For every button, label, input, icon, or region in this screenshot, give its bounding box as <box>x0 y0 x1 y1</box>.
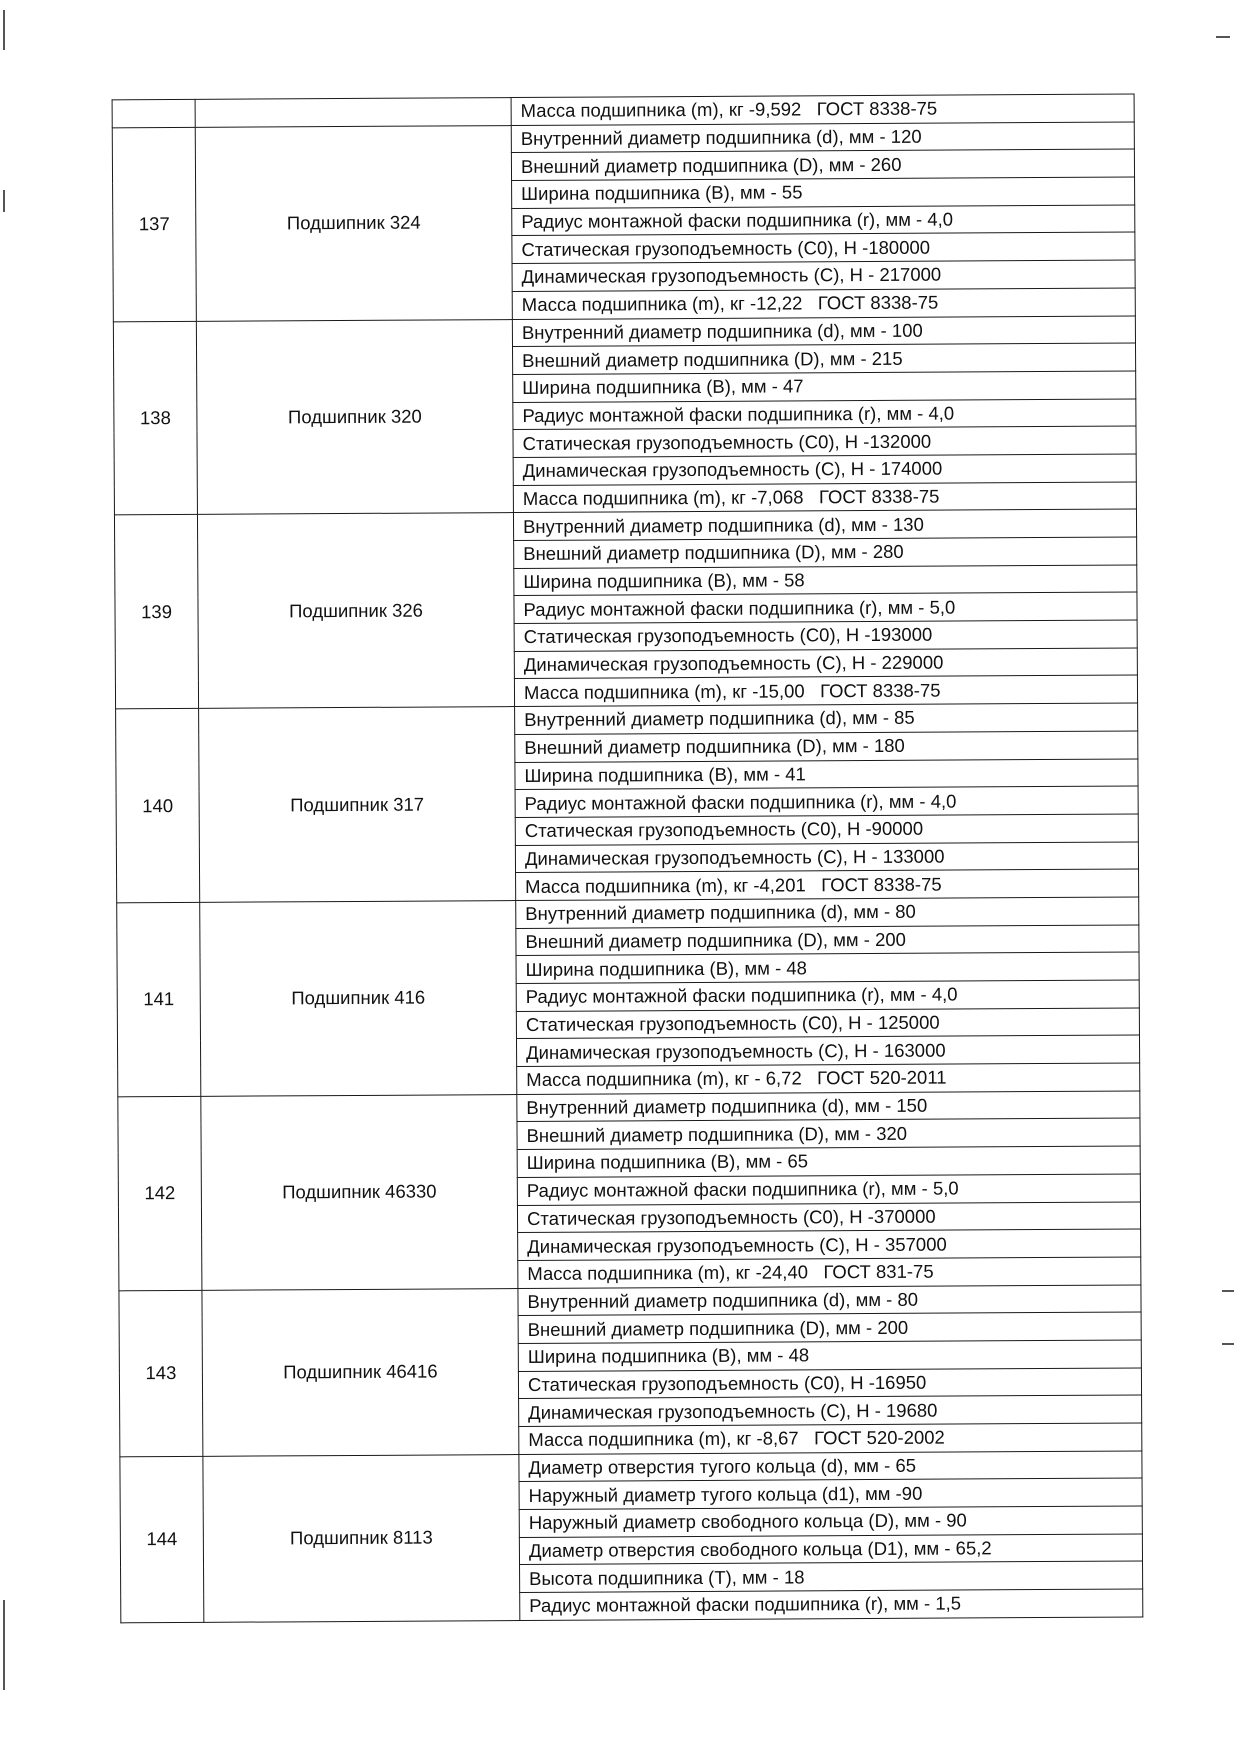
item-property: Динамическая грузоподъемность (C), Н - 357000 <box>518 1229 1141 1260</box>
item-property: Масса подшипника (m), кг -4,201 ГОСТ 8338-75 <box>516 869 1139 900</box>
item-number: 141 <box>117 902 201 1096</box>
item-property: Масса подшипника (m), кг -8,67 ГОСТ 520-2002 <box>519 1423 1142 1454</box>
item-property: Масса подшипника (m), кг -9,592 ГОСТ 8338-75 <box>511 94 1134 125</box>
scan-artifact <box>3 1600 5 1690</box>
item-number: 140 <box>116 708 200 902</box>
item-property: Динамическая грузоподъемность (C), Н - 217000 <box>512 260 1135 291</box>
scan-artifact <box>3 10 5 50</box>
item-property: Внешний диаметр подшипника (D), мм - 215 <box>513 343 1136 374</box>
item-number: 138 <box>113 321 197 515</box>
item-name: Подшипник 46330 <box>201 1094 518 1290</box>
item-property: Радиус монтажной фаски подшипника (r), мм - 1,5 <box>520 1589 1143 1620</box>
item-name: Подшипник 324 <box>195 125 512 321</box>
item-property: Масса подшипника (m), кг -12,22 ГОСТ 8338-75 <box>512 288 1135 319</box>
item-property: Внутренний диаметр подшипника (d), мм - 80 <box>516 897 1139 928</box>
item-property: Радиус монтажной фаски подшипника (r), мм - 5,0 <box>514 592 1137 623</box>
item-property: Радиус монтажной фаски подшипника (r), мм - 4,0 <box>513 399 1136 430</box>
item-number: 137 <box>112 127 196 321</box>
item-property: Статическая грузоподъемность (C0), Н -193000 <box>514 620 1137 651</box>
item-property: Ширина подшипника (B), мм - 47 <box>513 371 1136 402</box>
item-property: Радиус монтажной фаски подшипника (r), мм - 4,0 <box>512 205 1135 236</box>
item-property: Радиус монтажной фаски подшипника (r), мм - 5,0 <box>517 1174 1140 1205</box>
item-property: Ширина подшипника (B), мм - 48 <box>516 952 1139 983</box>
scan-artifact <box>1222 1290 1234 1292</box>
item-property: Внешний диаметр подшипника (D), мм - 180 <box>515 731 1138 762</box>
item-property: Статическая грузоподъемность (C0), Н -370000 <box>517 1201 1140 1232</box>
item-property: Внешний диаметр подшипника (D), мм - 200 <box>516 925 1139 956</box>
item-property: Внутренний диаметр подшипника (d), мм - 130 <box>513 509 1136 540</box>
item-property: Масса подшипника (m), кг - 6,72 ГОСТ 520-2011 <box>517 1063 1140 1094</box>
item-property: Высота подшипника (T), мм - 18 <box>520 1561 1143 1592</box>
item-name: Подшипник 8113 <box>203 1454 520 1622</box>
item-property: Статическая грузоподъемность (C0), Н -90000 <box>515 814 1138 845</box>
item-property: Масса подшипника (m), кг -24,40 ГОСТ 831-75 <box>518 1257 1141 1288</box>
item-property: Ширина подшипника (B), мм - 41 <box>515 758 1138 789</box>
item-property: Статическая грузоподъемность (C0), Н -180000 <box>512 232 1135 263</box>
item-property: Внутренний диаметр подшипника (d), мм - 85 <box>515 703 1138 734</box>
item-property: Диаметр отверстия свободного кольца (D1), мм - 65,2 <box>519 1534 1142 1565</box>
item-property: Внутренний диаметр подшипника (d), мм - 150 <box>517 1091 1140 1122</box>
item-property: Динамическая грузоподъемность (C), Н - 174000 <box>513 454 1136 485</box>
item-property: Динамическая грузоподъемность (C), Н - 19680 <box>519 1395 1142 1426</box>
item-property: Радиус монтажной фаски подшипника (r), мм - 4,0 <box>515 786 1138 817</box>
item-number <box>112 99 195 127</box>
item-name: Подшипник 326 <box>197 513 514 709</box>
item-property: Радиус монтажной фаски подшипника (r), мм - 4,0 <box>516 980 1139 1011</box>
item-property: Внешний диаметр подшипника (D), мм - 280 <box>514 537 1137 568</box>
item-property: Наружный диаметр свободного кольца (D), мм - 90 <box>519 1506 1142 1537</box>
item-property: Ширина подшипника (B), мм - 55 <box>512 177 1135 208</box>
item-name: Подшипник 46416 <box>202 1288 519 1456</box>
scan-artifact <box>1222 1343 1234 1345</box>
item-property: Диаметр отверстия тугого кольца (d), мм - 65 <box>519 1451 1142 1482</box>
item-property: Внутренний диаметр подшипника (d), мм - 120 <box>511 122 1134 153</box>
item-property: Динамическая грузоподъемность (C), Н - 163000 <box>516 1035 1139 1066</box>
item-property: Динамическая грузоподъемность (C), Н - 133000 <box>515 842 1138 873</box>
item-property: Внутренний диаметр подшипника (d), мм - 100 <box>512 315 1135 346</box>
scan-artifact <box>1216 36 1230 38</box>
item-property: Статическая грузоподъемность (C0), Н - 125000 <box>516 1008 1139 1039</box>
item-name: Подшипник 320 <box>196 319 513 515</box>
item-property: Ширина подшипника (B), мм - 48 <box>518 1340 1141 1371</box>
item-name <box>195 98 511 128</box>
scan-artifact <box>3 190 5 212</box>
item-name: Подшипник 317 <box>199 707 516 903</box>
item-property: Масса подшипника (m), кг -7,068 ГОСТ 8338-75 <box>513 482 1136 513</box>
item-property: Внутренний диаметр подшипника (d), мм - 80 <box>518 1285 1141 1316</box>
item-number: 144 <box>120 1456 204 1623</box>
item-property: Динамическая грузоподъемность (C), Н - 229000 <box>514 648 1137 679</box>
item-property: Внешний диаметр подшипника (D), мм - 200 <box>518 1312 1141 1343</box>
spec-table-body <box>112 94 1143 1623</box>
item-number: 139 <box>114 515 198 709</box>
item-property: Наружный диаметр тугого кольца (d1), мм -90 <box>519 1478 1142 1509</box>
item-name: Подшипник 416 <box>200 900 517 1096</box>
item-number: 142 <box>118 1096 202 1290</box>
item-property: Внешний диаметр подшипника (D), мм - 320 <box>517 1118 1140 1149</box>
item-property: Статическая грузоподъемность (C0), Н -132000 <box>513 426 1136 457</box>
item-property: Ширина подшипника (B), мм - 65 <box>517 1146 1140 1177</box>
item-property: Статическая грузоподъемность (C0), Н -16950 <box>518 1368 1141 1399</box>
bearing-spec-table <box>112 93 1144 1623</box>
item-property: Масса подшипника (m), кг -15,00 ГОСТ 8338-75 <box>514 675 1137 706</box>
item-property: Ширина подшипника (B), мм - 58 <box>514 565 1137 596</box>
item-number: 143 <box>119 1290 203 1457</box>
item-property: Внешний диаметр подшипника (D), мм - 260 <box>511 149 1134 180</box>
